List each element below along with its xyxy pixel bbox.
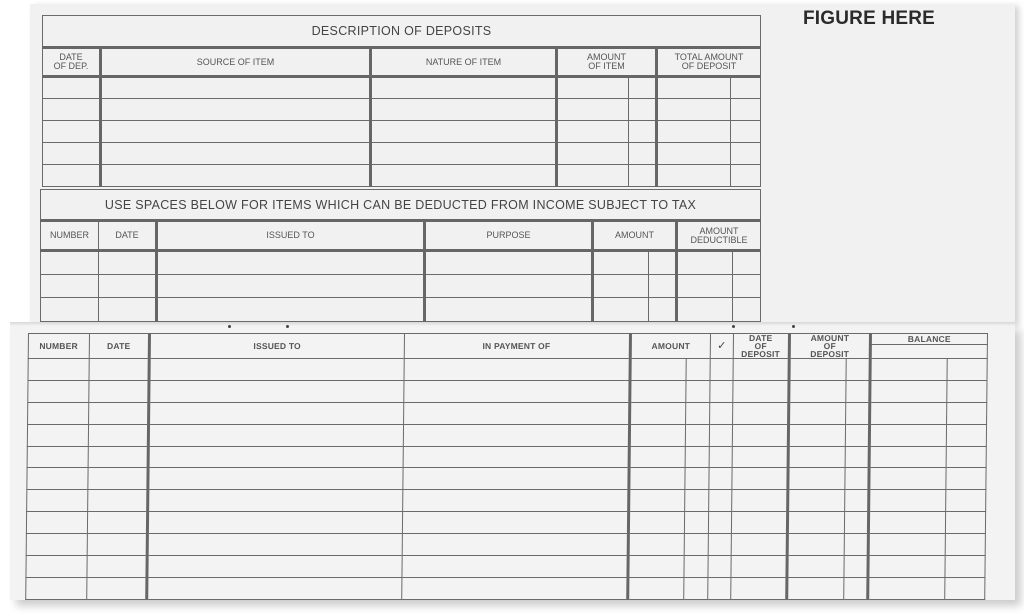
col-date: DATE <box>99 221 157 251</box>
col-balance: BALANCE <box>870 334 987 359</box>
col-check-mark <box>711 334 733 359</box>
deposit-row[interactable] <box>43 165 761 187</box>
check-register-table <box>25 333 988 600</box>
col-purpose: PURPOSE <box>425 221 593 251</box>
col-amount-of-deposit: AMOUNT OF DEPOSIT <box>789 334 870 359</box>
col-date-of-deposit: DATE OF DEP. <box>43 48 101 77</box>
col-amount: AMOUNT <box>593 221 677 251</box>
deposits-title: DESCRIPTION OF DEPOSITS <box>43 16 761 48</box>
perforation-dot <box>792 325 795 328</box>
col-issued-to: ISSUED TO <box>149 334 404 359</box>
col-total-amount-of-deposit: TOTAL AMOUNT OF DEPOSIT <box>657 48 761 77</box>
perforation-dot <box>286 325 289 328</box>
deposit-row[interactable] <box>43 99 761 121</box>
figure-placeholder-label: FIGURE HERE <box>803 8 936 29</box>
col-amount: AMOUNT <box>630 334 711 359</box>
col-amount-deductible: AMOUNT DEDUCTIBLE <box>677 221 761 251</box>
deposits-table <box>42 15 761 187</box>
deduction-row[interactable] <box>41 298 761 322</box>
register-row[interactable] <box>28 359 987 381</box>
perforation-dot <box>228 325 231 328</box>
deposit-row[interactable] <box>43 143 761 165</box>
deposit-row[interactable] <box>43 121 761 143</box>
col-number: NUMBER <box>41 221 99 251</box>
deduction-row[interactable] <box>41 274 761 298</box>
register-row[interactable] <box>26 556 985 578</box>
register-row[interactable] <box>26 534 985 556</box>
register-row[interactable] <box>27 424 986 446</box>
perforation-dot <box>732 325 735 328</box>
register-row[interactable] <box>28 402 987 424</box>
col-nature-of-item: NATURE OF ITEM <box>371 48 557 77</box>
deposit-row[interactable] <box>43 77 761 99</box>
deductions-table <box>40 189 761 322</box>
register-row[interactable] <box>27 490 986 512</box>
col-in-payment-of: IN PAYMENT OF <box>404 334 630 359</box>
register-row[interactable] <box>27 468 986 490</box>
register-row[interactable] <box>26 512 985 534</box>
register-row[interactable] <box>27 446 986 468</box>
col-source-of-item: SOURCE OF ITEM <box>101 48 371 77</box>
deduction-row[interactable] <box>41 251 761 275</box>
register-row[interactable] <box>28 380 987 402</box>
deductions-title: USE SPACES BELOW FOR ITEMS WHICH CAN BE DEDUCTED FROM INCOME SUBJECT TO TAX <box>41 190 761 221</box>
col-issued-to: ISSUED TO <box>157 221 425 251</box>
col-number: NUMBER <box>28 334 89 359</box>
page-fold <box>10 322 1015 326</box>
col-date-of-deposit: DATE OF DEPOSIT <box>733 334 790 359</box>
register-row[interactable] <box>26 577 985 599</box>
col-date: DATE <box>89 334 150 359</box>
col-amount-of-item: AMOUNT OF ITEM <box>557 48 657 77</box>
check-mark-icon: ✓ <box>717 340 727 352</box>
